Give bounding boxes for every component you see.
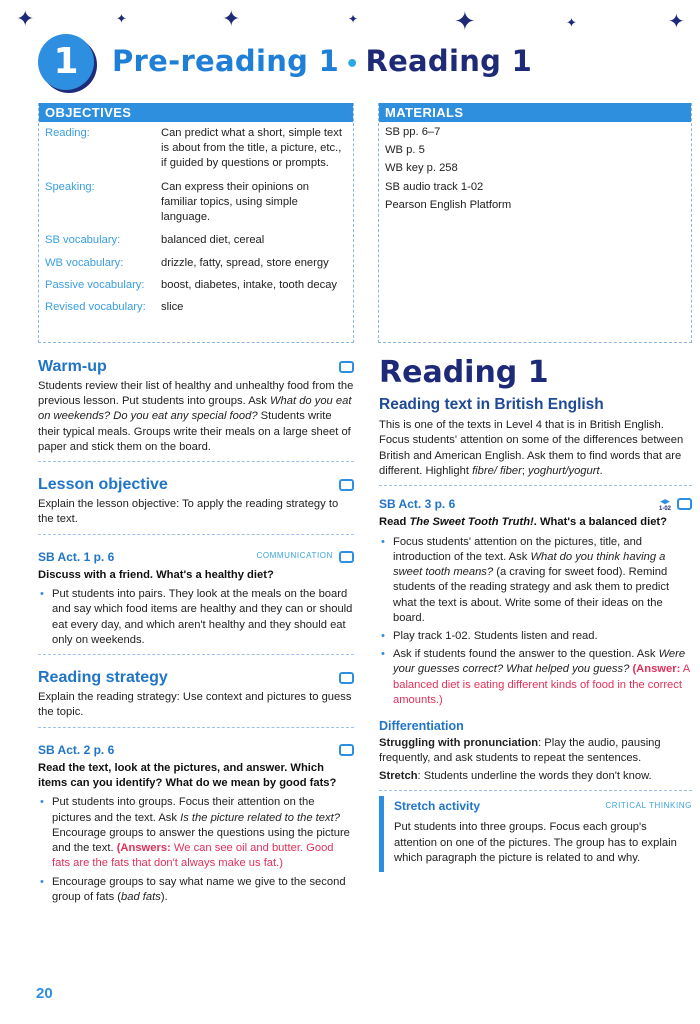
act3-b1-question: What do you think having a sweet tooth means? xyxy=(393,550,666,579)
warmup-text xyxy=(38,379,354,455)
stretch-label: Stretch xyxy=(379,769,418,782)
act1-tag: COMMUNICATION xyxy=(256,551,333,561)
star-decoration-icon: ✦ xyxy=(116,11,127,26)
reading-subheading: Reading text in British English xyxy=(379,396,604,413)
act1-tag-wrap xyxy=(256,551,354,563)
warmup-title-row xyxy=(38,358,354,376)
unit-header xyxy=(38,34,532,90)
divider xyxy=(38,534,354,535)
objective-value: Can express their opinions on familiar topics, using simple language. xyxy=(161,180,310,224)
objective-label: Reading: xyxy=(45,127,90,139)
digital-screen-icon xyxy=(339,479,354,491)
objectives-heading: OBJECTIVES xyxy=(39,103,353,122)
differentiation-stretch xyxy=(379,769,692,784)
reading-strategy-title: Reading strategy xyxy=(38,669,168,687)
star-decoration-icon: ✦ xyxy=(16,6,35,31)
stretch-text: : Students underline the words they don't know. xyxy=(417,769,652,782)
audio-track-icon xyxy=(659,497,671,512)
reading-strategy-text: Explain the reading strategy: Use context and pictures to guess the topic. xyxy=(38,691,352,719)
divider xyxy=(38,654,354,655)
answer-label: (Answer: xyxy=(632,663,681,676)
answer-label: (Answers: xyxy=(116,842,171,855)
objective-value: boost, diabetes, intake, tooth decay xyxy=(161,278,338,291)
act3-instr-a: Read xyxy=(379,516,410,529)
warmup-title: Warm-up xyxy=(38,358,107,375)
act1-section xyxy=(38,549,354,655)
act3-section xyxy=(379,496,692,708)
materials-panel xyxy=(378,103,692,343)
objective-value: drizzle, fatty, spread, store energy xyxy=(161,256,329,269)
digital-screen-icon xyxy=(339,361,354,373)
act2-bullets xyxy=(38,795,354,905)
objective-row xyxy=(39,278,353,293)
act2-header xyxy=(38,742,354,758)
divider xyxy=(379,485,692,486)
warmup-text-2: Students write their typical meals. Groups write their meals on a large sheet of paper and stick them on the board. xyxy=(38,410,351,453)
act2-b1-question: Is the picture related to the text? xyxy=(180,811,340,824)
act3-b3-text: Ask if students found the answer to the question. Ask xyxy=(393,648,659,661)
title-separator: • xyxy=(345,52,360,78)
list-item: • Put students into pairs. They look at the meals on the board and say which food items are healthy and they can or should eat every day, and which aren't healthy and they should eat only on weekends. xyxy=(38,587,354,648)
answer-text: We can see oil and butter. Good fats are the fats that don't always make us fat.) xyxy=(52,842,334,870)
star-decoration-icon: ✦ xyxy=(454,6,476,36)
warmup-question: What do you eat on weekends? Do you eat any special food? xyxy=(38,395,352,423)
objective-label: WB vocabulary: xyxy=(45,256,124,269)
warmup-section xyxy=(38,358,354,462)
objective-value: slice xyxy=(161,301,184,314)
divider xyxy=(38,461,354,462)
act3-b3-question: Were your guesses correct? What helped you guess? xyxy=(393,648,686,676)
struggling-text: : Play the audio, pausing frequently, and ask students to repeat the sentences. xyxy=(379,737,661,765)
stretch-activity-box xyxy=(379,796,692,872)
act2-section xyxy=(38,742,354,905)
reading-intro-word-1: fibre/ fiber xyxy=(472,464,522,477)
act2-instruction: Read the text, look at the pictures, and answer. Which items can you identify? What do we mean by good fats? xyxy=(38,761,337,790)
reading-intro-word-2: yoghurt/yogurt xyxy=(528,464,600,477)
act3-ref: SB Act. 3 p. 6 xyxy=(379,497,456,512)
star-decoration-icon: ✦ xyxy=(222,6,241,31)
objective-row xyxy=(39,300,353,315)
list-item xyxy=(38,875,354,905)
act2-b2-end: ). xyxy=(160,890,168,903)
act1-instruction: Discuss with a friend. What's a healthy diet? xyxy=(38,568,274,581)
material-item: Pearson English Platform xyxy=(385,198,512,211)
stretch-text: Put students into three groups. Focus each group's attention on one of the pictures. The group has to explain which paragraph the picture is related to and why. xyxy=(394,821,677,864)
act2-b2-italic: bad fats xyxy=(121,890,161,903)
list-item: • Play track 1-02. Students listen and read. xyxy=(379,629,692,644)
star-decoration-icon: ✦ xyxy=(668,11,685,33)
act2-b2-text: Encourage groups to say what name we give to the second group of fats ( xyxy=(52,875,346,903)
audio-arrows-icon: ◂▸ xyxy=(660,495,670,506)
warmup-text-1: Students review their list of healthy and unhealthy food from the previous lesson. Put students into groups. Ask xyxy=(38,380,354,408)
divider xyxy=(38,727,354,728)
digital-screen-icon xyxy=(339,744,354,756)
reading-heading: Reading 1 xyxy=(379,355,549,390)
reading-strategy-title-row xyxy=(38,669,354,687)
material-item: SB pp. 6–7 xyxy=(385,126,441,138)
objective-label: Passive vocabulary: xyxy=(45,278,145,291)
act3-bullets xyxy=(379,535,692,709)
material-item: SB audio track 1-02 xyxy=(385,180,484,193)
title-reading: Reading 1 xyxy=(365,44,533,79)
answer-text: A balanced diet is eating different kinds of food in the correct amounts.) xyxy=(393,663,690,706)
act2-ref: SB Act. 2 p. 6 xyxy=(38,742,115,757)
right-column xyxy=(379,356,692,791)
act3-instruction xyxy=(379,515,692,530)
objectives-list xyxy=(39,126,353,315)
lesson-objective-text: Explain the lesson objective: To apply the reading strategy to the text. xyxy=(38,498,339,526)
stretch-header xyxy=(394,798,692,814)
struggling-label: Struggling with pronunciation xyxy=(379,737,539,750)
act3-instr-b: . What's a balanced diet? xyxy=(533,516,667,529)
stretch-tag: CRITICAL THINKING xyxy=(605,800,692,810)
material-item: WB p. 5 xyxy=(385,144,425,157)
objective-label: SB vocabulary: xyxy=(45,234,121,247)
materials-heading: MATERIALS xyxy=(379,103,691,122)
act3-header xyxy=(379,496,692,512)
list-item xyxy=(379,647,692,708)
objective-row xyxy=(39,256,353,271)
differentiation-section xyxy=(379,718,692,791)
objective-row xyxy=(39,126,353,172)
reading-intro xyxy=(379,418,692,479)
objective-row xyxy=(39,180,353,226)
lesson-objective-title-row xyxy=(38,476,354,494)
star-decoration-icon: ✦ xyxy=(348,12,359,26)
objective-label: Revised vocabulary: xyxy=(45,301,146,314)
list-item xyxy=(38,795,354,871)
objective-row xyxy=(39,233,353,248)
left-column xyxy=(38,358,354,905)
star-decoration-icon: ✦ xyxy=(566,15,577,30)
list-item xyxy=(379,535,692,626)
objective-label: Speaking: xyxy=(45,180,95,193)
materials-list xyxy=(379,125,691,213)
title-pre-reading: Pre-reading 1 xyxy=(112,44,340,79)
objective-value: balanced diet, cereal xyxy=(161,234,265,247)
digital-screen-icon xyxy=(339,551,354,563)
reading-intro-end: . xyxy=(599,464,603,477)
act1-ref: SB Act. 1 p. 6 xyxy=(38,549,115,564)
page-title xyxy=(112,42,532,81)
audio-track-label: 1-02 xyxy=(658,505,671,512)
differentiation-struggling xyxy=(379,736,692,766)
objective-value: Can predict what a short, simple text is about from the title, a picture, etc., if guided by questions or prompts. xyxy=(161,127,342,170)
objectives-panel xyxy=(38,103,354,343)
divider xyxy=(379,790,692,791)
unit-number-badge xyxy=(38,34,94,90)
act1-bullets xyxy=(38,587,354,648)
digital-screen-icon xyxy=(339,672,354,684)
lesson-objective-section xyxy=(38,476,354,534)
page-number: 20 xyxy=(36,985,53,1002)
stretch-title: Stretch activity xyxy=(394,799,481,813)
reading-strategy-section xyxy=(38,669,354,727)
differentiation-title: Differentiation xyxy=(379,719,464,734)
act3-icons xyxy=(659,497,692,512)
digital-screen-icon xyxy=(677,498,692,510)
reading-intro-text: This is one of the texts in Level 4 that is in British English. Focus students' attention on some of the differences between British and American English. Ask them to find words that are different. Highlight xyxy=(379,419,684,477)
reading-intro-sep: ; xyxy=(521,464,529,477)
act2-b1-text-2: Encourage groups to answer the questions using the picture and the text. xyxy=(52,826,350,855)
unit-number: 1 xyxy=(53,40,79,82)
lesson-objective-title: Lesson objective xyxy=(38,476,168,494)
act3-text-title: The Sweet Tooth Truth! xyxy=(409,516,534,529)
act3-b1-text-2: (a craving for sweet food). Remind students of the reading strategy and ask them to predict what the text is about. Write some of their ideas on the board. xyxy=(393,566,670,624)
material-item: WB key p. 258 xyxy=(385,162,458,175)
act1-header xyxy=(38,549,354,565)
act3-b1-text: Focus students' attention on the pictures, title, and introduction of the text. Ask xyxy=(393,535,643,563)
act2-b1-text: Put students into groups. Focus their attention on the pictures and the text. Ask xyxy=(52,796,315,824)
